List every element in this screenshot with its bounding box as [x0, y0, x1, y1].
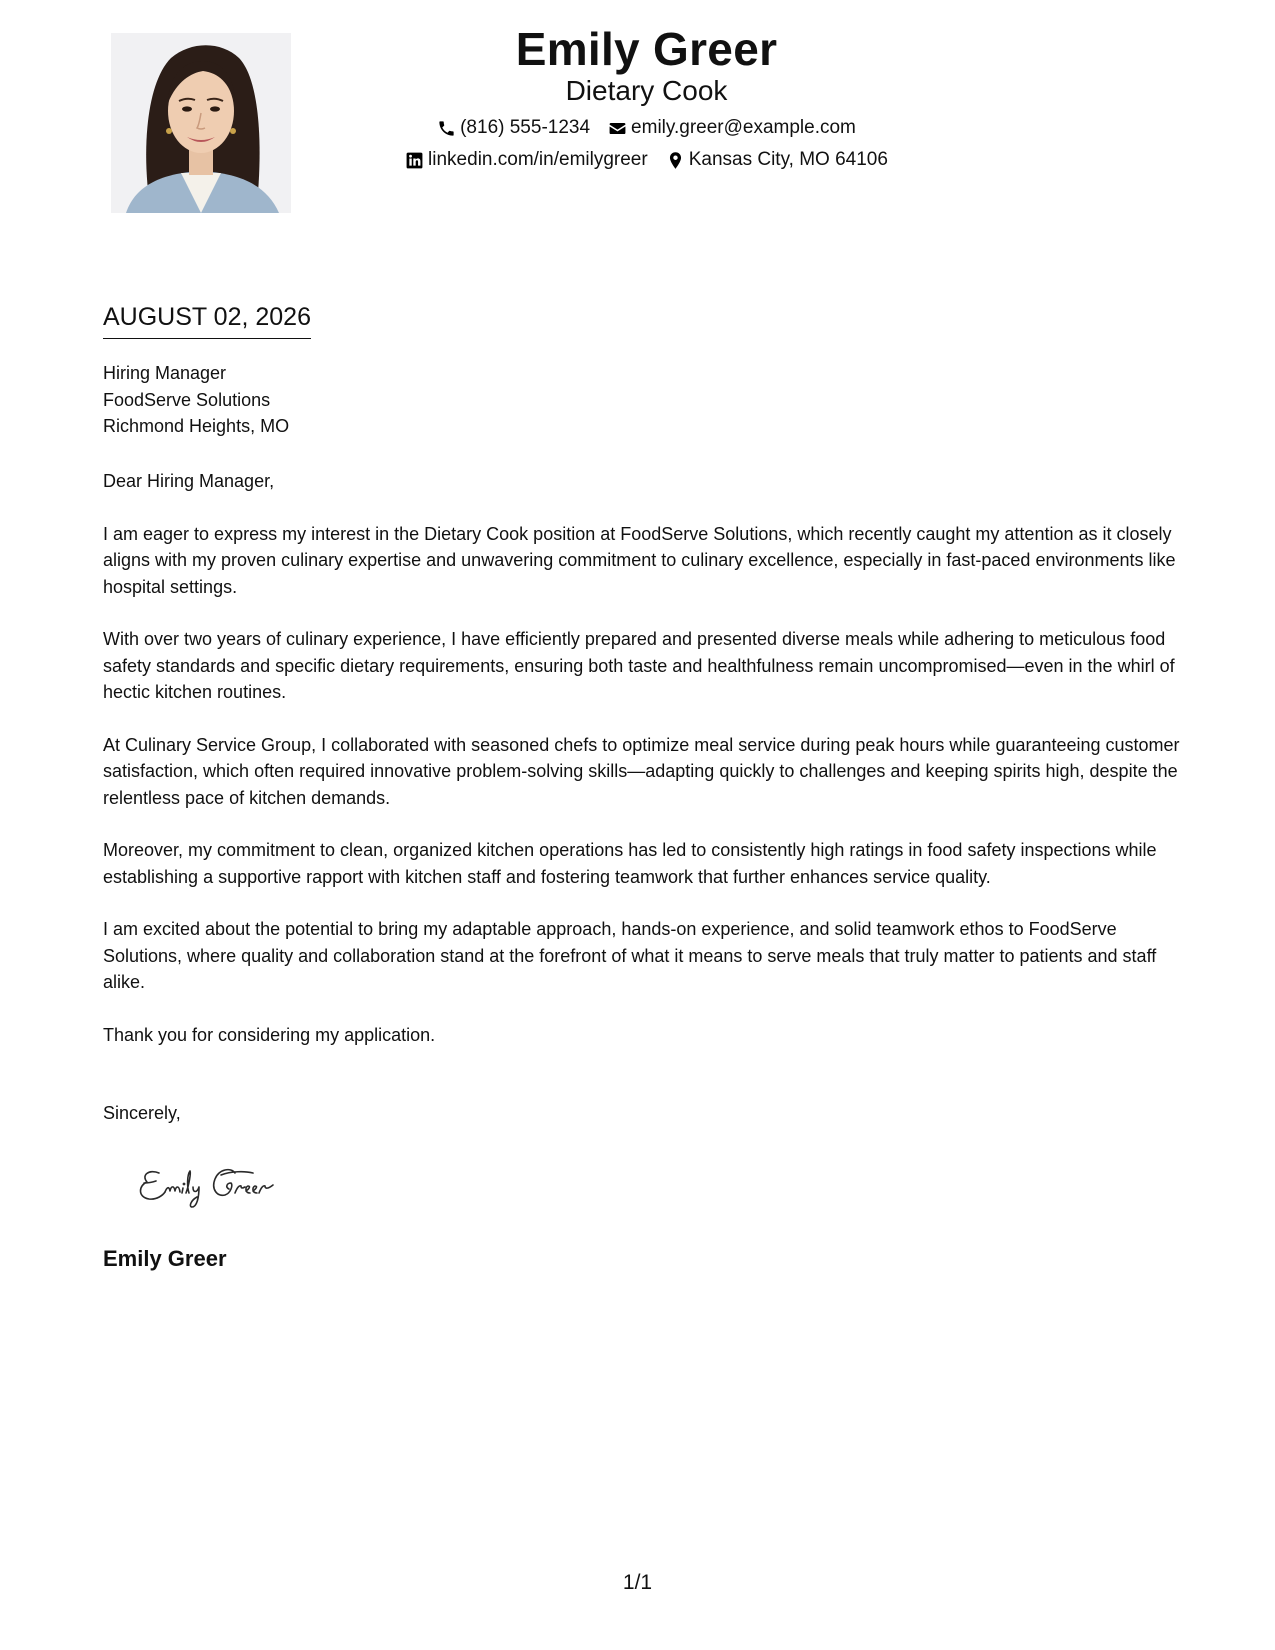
map-pin-icon [666, 151, 685, 170]
contact-email[interactable] [608, 112, 856, 144]
closing-text: Sincerely, [103, 1103, 181, 1123]
linkedin-text: linkedin.com/in/emilygreer [428, 149, 648, 170]
recipient-line: Hiring Manager [103, 363, 227, 383]
body-paragraph: Moreover, my commitment to clean, organized kitchen operations has led to consistently high ratings in food safety inspections while establishing a supportive rapport with kitchen staff and fostering teamwork that further enhances service quality. [103, 840, 1157, 887]
signer-name: Emily Greer [103, 1246, 227, 1271]
applicant-title: Dietary Cook [565, 75, 728, 106]
profile-photo [111, 33, 291, 213]
phone-text: (816) 555-1234 [460, 117, 591, 138]
handwritten-signature [135, 1155, 335, 1215]
recipient-line: Richmond Heights, MO [103, 416, 290, 436]
contact-phone[interactable] [437, 112, 590, 144]
email-text: emily.greer@example.com [631, 117, 856, 138]
letter-body [103, 468, 1183, 1074]
contact-linkedin[interactable] [405, 144, 648, 176]
contact-row-secondary [300, 144, 993, 176]
phone-icon [437, 119, 456, 138]
contact-location [666, 144, 888, 176]
salutation: Dear Hiring Manager, [103, 471, 275, 491]
contact-row-primary [300, 112, 993, 144]
letter-header [300, 20, 993, 176]
body-paragraph: I am excited about the potential to bring my adaptable approach, hands-on experience, and solid teamwork ethos to FoodServe Solutions, where quality and collaboration stand at the forefront of what it means to serve meals that truly matter to patients and staff alike. [103, 919, 1157, 992]
recipient-line: FoodServe Solutions [103, 389, 271, 410]
page-indicator: 1/1 [622, 1571, 653, 1594]
body-paragraph: With over two years of culinary experience, I have efficiently prepared and presented diverse meals while adhering to meticulous food safety standards and specific dietary requirements, ensuring both taste and healthfulness remain uncompromised—even in the whirl of hectic kitchen routines. [103, 629, 1175, 702]
recipient-block [103, 360, 289, 440]
letter-date: AUGUST 02, 2026 [103, 302, 311, 339]
body-paragraph: Thank you for considering my application. [103, 1024, 436, 1045]
linkedin-icon [405, 151, 424, 170]
body-paragraph: I am eager to express my interest in the Dietary Cook position at FoodServe Solutions, which recently caught my attention as it closely aligns with my proven culinary expertise and unwavering commitment to culinary excellence, especially in fast-paced environments like hospital settings. [103, 523, 1176, 597]
body-paragraph: At Culinary Service Group, I collaborated with seasoned chefs to optimize meal service during peak hours while guaranteeing customer satisfaction, which often required innovative problem-solving skills—adapting quickly to challenges and keeping spirits high, despite the relentless pace of kitchen demands. [103, 734, 1180, 808]
envelope-icon [608, 119, 627, 138]
applicant-name: Emily Greer [515, 23, 778, 75]
location-text: Kansas City, MO 64106 [688, 149, 888, 170]
